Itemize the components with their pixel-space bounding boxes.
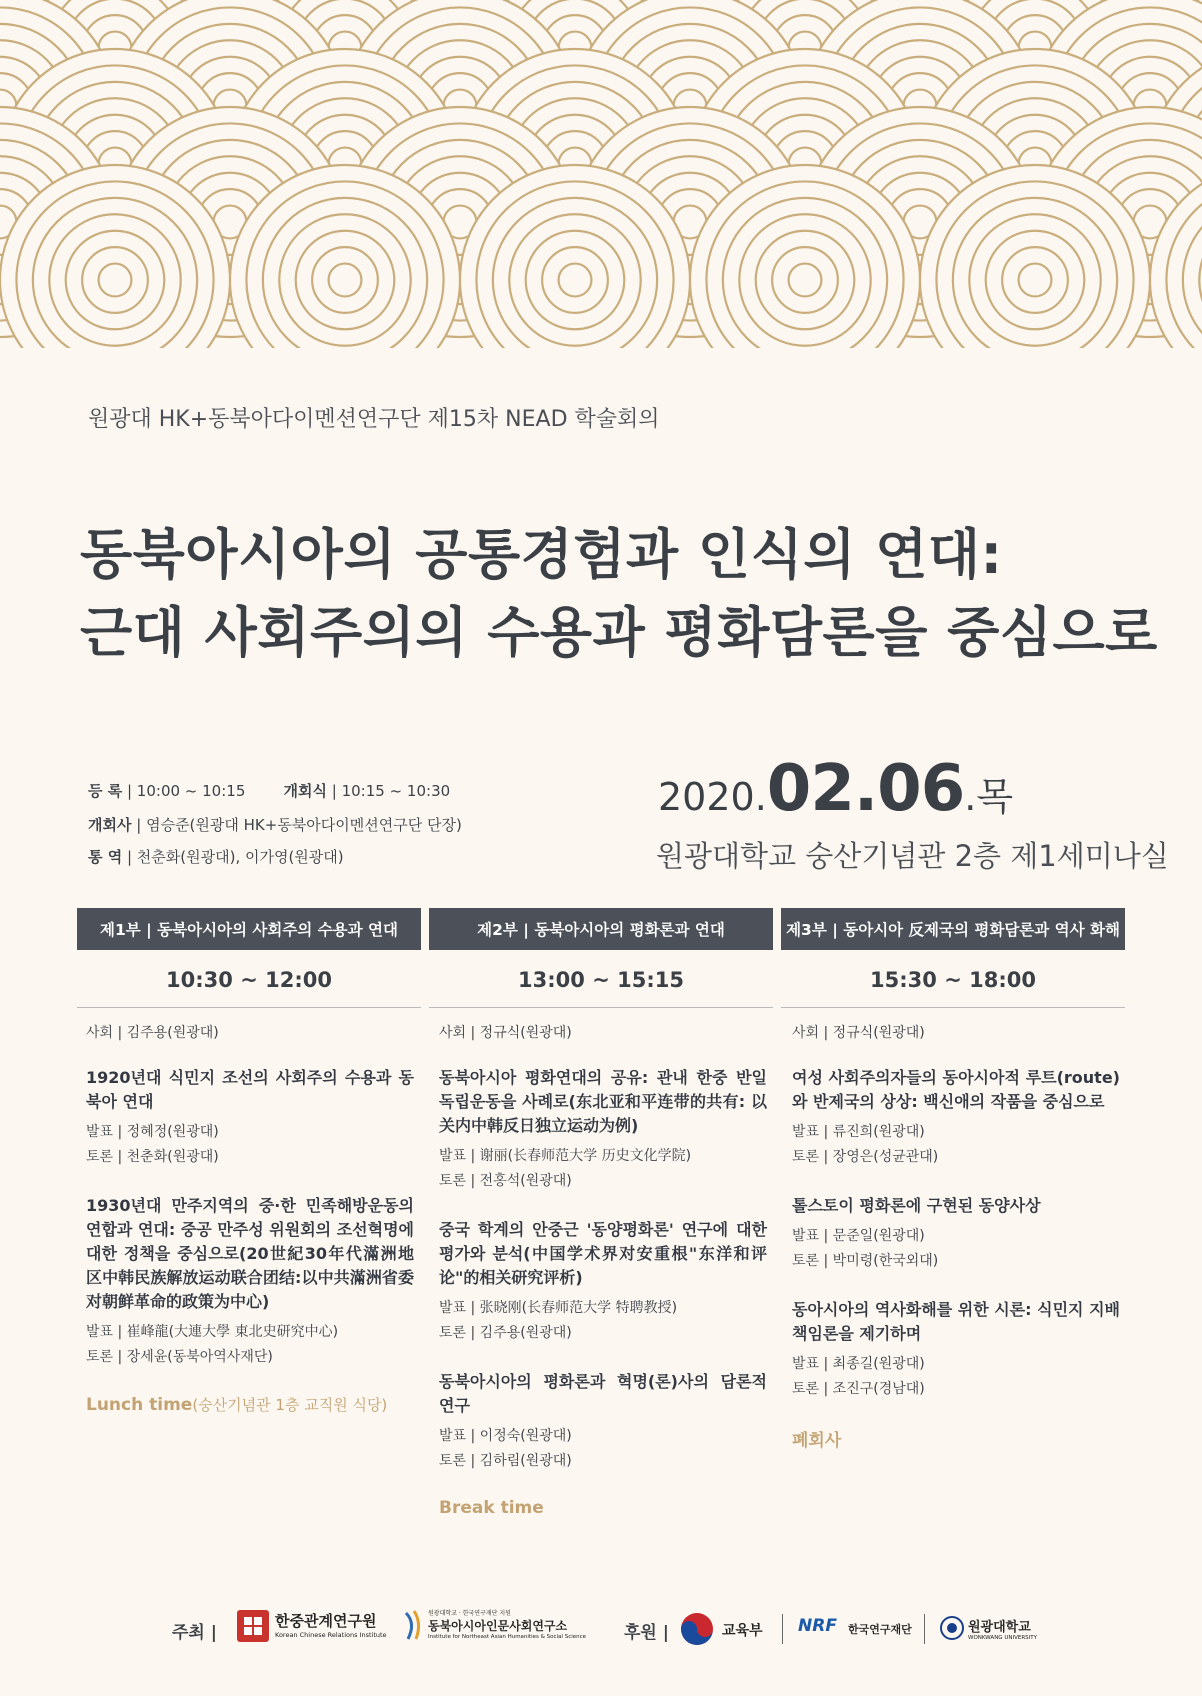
nahs-logo-subtext: Institute for Northeast Asian Humanities & Social Science [428, 1634, 587, 1640]
talk-presenter: 발표 | 정혜정(원광대) [86, 1124, 219, 1140]
wku-logo [968, 1616, 1037, 1641]
session2-column [439, 1022, 767, 1518]
talk-discussant: 토론 | 조진구(경남대) [792, 1381, 925, 1397]
talk-title: 중국 학계의 안중근 '동양평화론' 연구에 대한 평가와 분석(中国学术界对安重根"东洋和评论"的相关研究评析) [439, 1220, 767, 1287]
main-title-line1: 동북아시아의 공통경험과 인식의 연대: [80, 523, 1003, 586]
wave-edge [0, 348, 1202, 350]
opening-speech-info: 개회사 | 염승준(원광대 HK+동북아다이멘션연구단 단장) [88, 816, 462, 834]
kcri-logo-text: 한중관계연구원 [275, 1612, 377, 1630]
session1-talk2 [86, 1194, 414, 1370]
event-date [658, 752, 1013, 826]
session1-header: 제1부 | 동북아시아의 사회주의 수용과 연대 [77, 908, 421, 950]
session3-talk3 [792, 1298, 1120, 1402]
registration-label: 등 록 [88, 782, 123, 800]
opening-label: 개회식 [283, 782, 327, 800]
talk-discussant: 토론 | 김하림(원광대) [439, 1453, 572, 1469]
speech-value: 염승준(원광대 HK+동북아다이멘션연구단 단장) [146, 816, 462, 834]
event-venue: 원광대학교 숭산기념관 2층 제1세미나실 [656, 839, 1169, 873]
talk-discussant: 토론 | 장영은(성균관대) [792, 1149, 939, 1165]
closing-remarks: 폐회사 [792, 1431, 842, 1451]
registration-time: 10:00 ~ 10:15 [136, 782, 246, 800]
break-time: Break time [439, 1498, 544, 1518]
talk-discussant: 토론 | 전홍석(원광대) [439, 1173, 572, 1189]
kcri-logo-subtext: Korean Chinese Relations Institute [275, 1631, 387, 1639]
talk-presenter: 발표 | 최종길(원광대) [792, 1356, 925, 1372]
session2-talk3 [439, 1370, 767, 1474]
session2-talk2 [439, 1218, 767, 1346]
speech-label: 개회사 [88, 816, 132, 834]
talk-discussant: 토론 | 김주용(원광대) [439, 1325, 572, 1341]
session1-divider [77, 1007, 421, 1008]
session3-column [792, 1022, 1120, 1451]
talk-title: 1930년대 만주지역의 중·한 민족해방운동의 연합과 연대: 중공 만주성 위원회의 조선혁명에 대한 정책을 중심으로(20世紀30年代滿洲地区中韩民族解放运动联合团结:以中共滿洲省委对朝鲜革命的政策为中心) [86, 1196, 414, 1311]
host-label: 주최 | [172, 1623, 217, 1643]
session2-header: 제2부 | 동북아시아의 평화론과 연대 [429, 908, 773, 950]
talk-title: 여성 사회주의자들의 동아시아적 루트(route)와 반제국의 상상: 백신애의 작품을 중심으로 [792, 1068, 1120, 1111]
session3-talk2 [792, 1194, 1120, 1274]
moe-logo-text: 교육부 [722, 1623, 763, 1639]
lunch-label: Lunch time [86, 1395, 193, 1415]
conference-subtitle: 원광대 HK+동북아다이멘션연구단 제15차 NEAD 학술회의 [88, 407, 660, 432]
talk-presenter: 발표 | 문준일(원광대) [792, 1228, 925, 1244]
talk-title: 톨스토이 평화론에 구현된 동양사상 [792, 1196, 1041, 1215]
session3-divider [781, 1007, 1125, 1008]
session2-talk1 [439, 1066, 767, 1194]
lunch-location: (숭산기념관 1층 교직원 식당) [192, 1396, 388, 1414]
interpretation-label: 통 역 [88, 848, 123, 866]
wku-logo-icon [940, 1616, 964, 1644]
session3-header: 제3부 | 동아시아 反제국의 평화담론과 역사 화해 [781, 908, 1125, 950]
talk-title: 동북아시아 평화연대의 공유: 관내 한중 반일 독립운동을 사례로(东北亚和平连带的共有: 以关内中韩反日独立运动为例) [439, 1068, 767, 1135]
wku-logo-text: 원광대학교 [968, 1620, 1031, 1635]
footer-separator [924, 1614, 925, 1644]
talk-presenter: 발표 | 张晓刚(长春师范大学 特聘教授) [439, 1300, 678, 1316]
wku-logo-subtext: WONKWANG UNIVERSITY [968, 1635, 1037, 1641]
session2-divider [429, 1007, 773, 1008]
footer-logos [0, 1608, 1202, 1652]
registration-info: 등 록 | 10:00 ~ 10:15 개회식 | 10:15 ~ 10:30 [88, 782, 451, 800]
session1-talk1 [86, 1066, 414, 1170]
talk-title: 동아시아의 역사화해를 위한 시론: 식민지 지배 책임론을 제기하며 [792, 1300, 1120, 1343]
date-weekday: .목 [964, 775, 1014, 819]
talk-presenter: 발표 | 谢丽(长春师范大学 历史文化学院) [439, 1148, 692, 1164]
moe-logo-icon [680, 1612, 714, 1650]
talk-presenter: 발표 | 이정숙(원광대) [439, 1428, 572, 1444]
opening-time: 10:15 ~ 10:30 [341, 782, 451, 800]
session1-chair: 사회 | 김주용(원광대) [86, 1025, 219, 1041]
footer-separator [782, 1614, 783, 1644]
seigaiha-wave-pattern [0, 0, 1202, 350]
date-year: 2020. [658, 775, 767, 819]
nrf-logo-text: 한국연구재단 [848, 1623, 912, 1636]
session3-chair: 사회 | 정규식(원광대) [792, 1025, 925, 1041]
session3-time: 15:30 ~ 18:00 [870, 968, 1036, 992]
talk-title: 동북아시아의 평화론과 혁명(론)사의 담론적 연구 [439, 1372, 767, 1415]
session1-column [86, 1022, 414, 1415]
session1-time: 10:30 ~ 12:00 [166, 968, 332, 992]
session2-chair: 사회 | 정규식(원광대) [439, 1025, 572, 1041]
nahs-logo-text: 동북아시아인문사회연구소 [428, 1619, 568, 1633]
talk-presenter: 발표 | 崔峰龍(大連大學 東北史研究中心) [86, 1324, 339, 1340]
interpretation-info: 통 역 | 천춘화(원광대), 이가영(원광대) [88, 848, 344, 866]
nahs-logo-top: 원광대학교 · 한국연구재단 지원 [428, 1610, 511, 1617]
kcri-logo-icon [237, 1610, 269, 1642]
nrf-logo-mark: NRF [798, 1616, 837, 1636]
talk-discussant: 토론 | 천춘화(원광대) [86, 1149, 219, 1165]
talk-discussant: 토론 | 박미령(한국외대) [792, 1253, 939, 1269]
kcri-logo [275, 1610, 387, 1639]
sponsor-label: 후원 | [624, 1623, 669, 1643]
talk-title: 1920년대 식민지 조선의 사회주의 수용과 동북아 연대 [86, 1068, 414, 1111]
nahs-logo-icon [402, 1609, 426, 1647]
session3-talk1 [792, 1066, 1120, 1170]
date-month-day: 02.06 [766, 752, 965, 826]
session2-time: 13:00 ~ 15:15 [518, 968, 684, 992]
main-title-line2: 근대 사회주의의 수용과 평화담론을 중심으로 [80, 601, 1158, 664]
talk-discussant: 토론 | 장세윤(동북아역사재단) [86, 1349, 273, 1365]
interpretation-value: 천춘화(원광대), 이가영(원광대) [136, 848, 344, 866]
talk-presenter: 발표 | 류진희(원광대) [792, 1124, 925, 1140]
lunch-break [86, 1394, 414, 1415]
nahs-logo [428, 1608, 586, 1640]
